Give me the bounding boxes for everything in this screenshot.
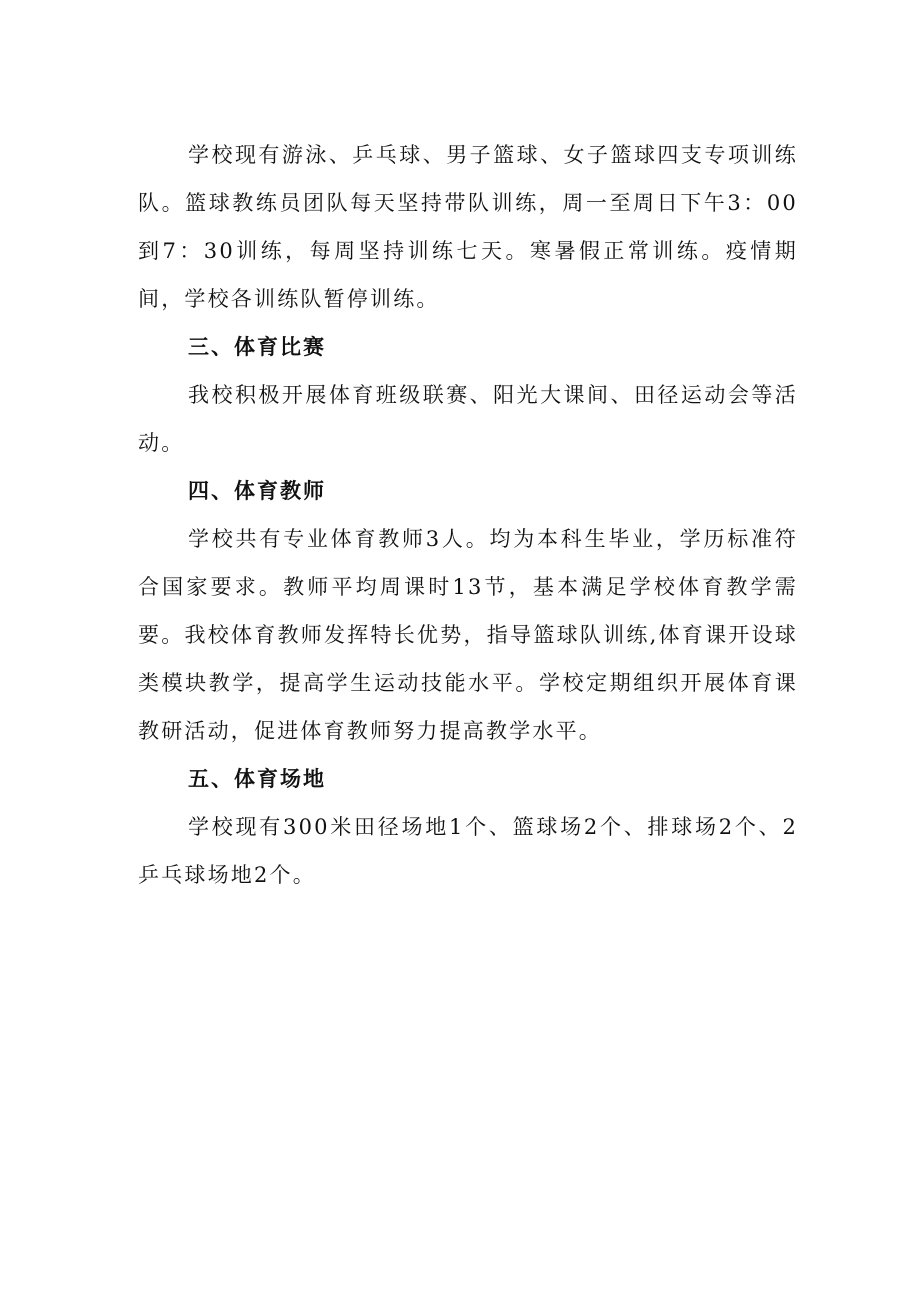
section-heading-sports-venues: 五、体育场地: [188, 767, 326, 791]
paragraph-pe-teachers: 学校共有专业体育教师3人。均为本科生毕业，学历标准符合国家要求。教师平均周课时13节，基本满足学校体育教学需要。我校体育教师发挥特长优势，指导篮球队训练,体育课开设球类模块教学，提高学生运动技能水平。学校定期组织开展体育课教研活动，促进体育教师努力提高教学水平。: [138, 527, 798, 743]
paragraph-sports-venues: 学校现有300米田径场地1个、篮球场2个、排球场2个、2乒乓球场地2个。: [138, 815, 798, 887]
section-heading-sports-competition: 三、体育比赛: [188, 335, 326, 359]
paragraph-sports-competition: 我校积极开展体育班级联赛、阳光大课间、田径运动会等活动。: [138, 383, 798, 455]
section-heading-pe-teachers: 四、体育教师: [188, 479, 326, 503]
document-body: [138, 131, 798, 899]
paragraph-training-teams: 学校现有游泳、乒乓球、男子篮球、女子篮球四支专项训练队。篮球教练员团队每天坚持带队训练，周一至周日下午3：00到7：30训练，每周坚持训练七天。寒暑假正常训练。疫情期间，学校各训练队暂停训练。: [138, 143, 798, 311]
